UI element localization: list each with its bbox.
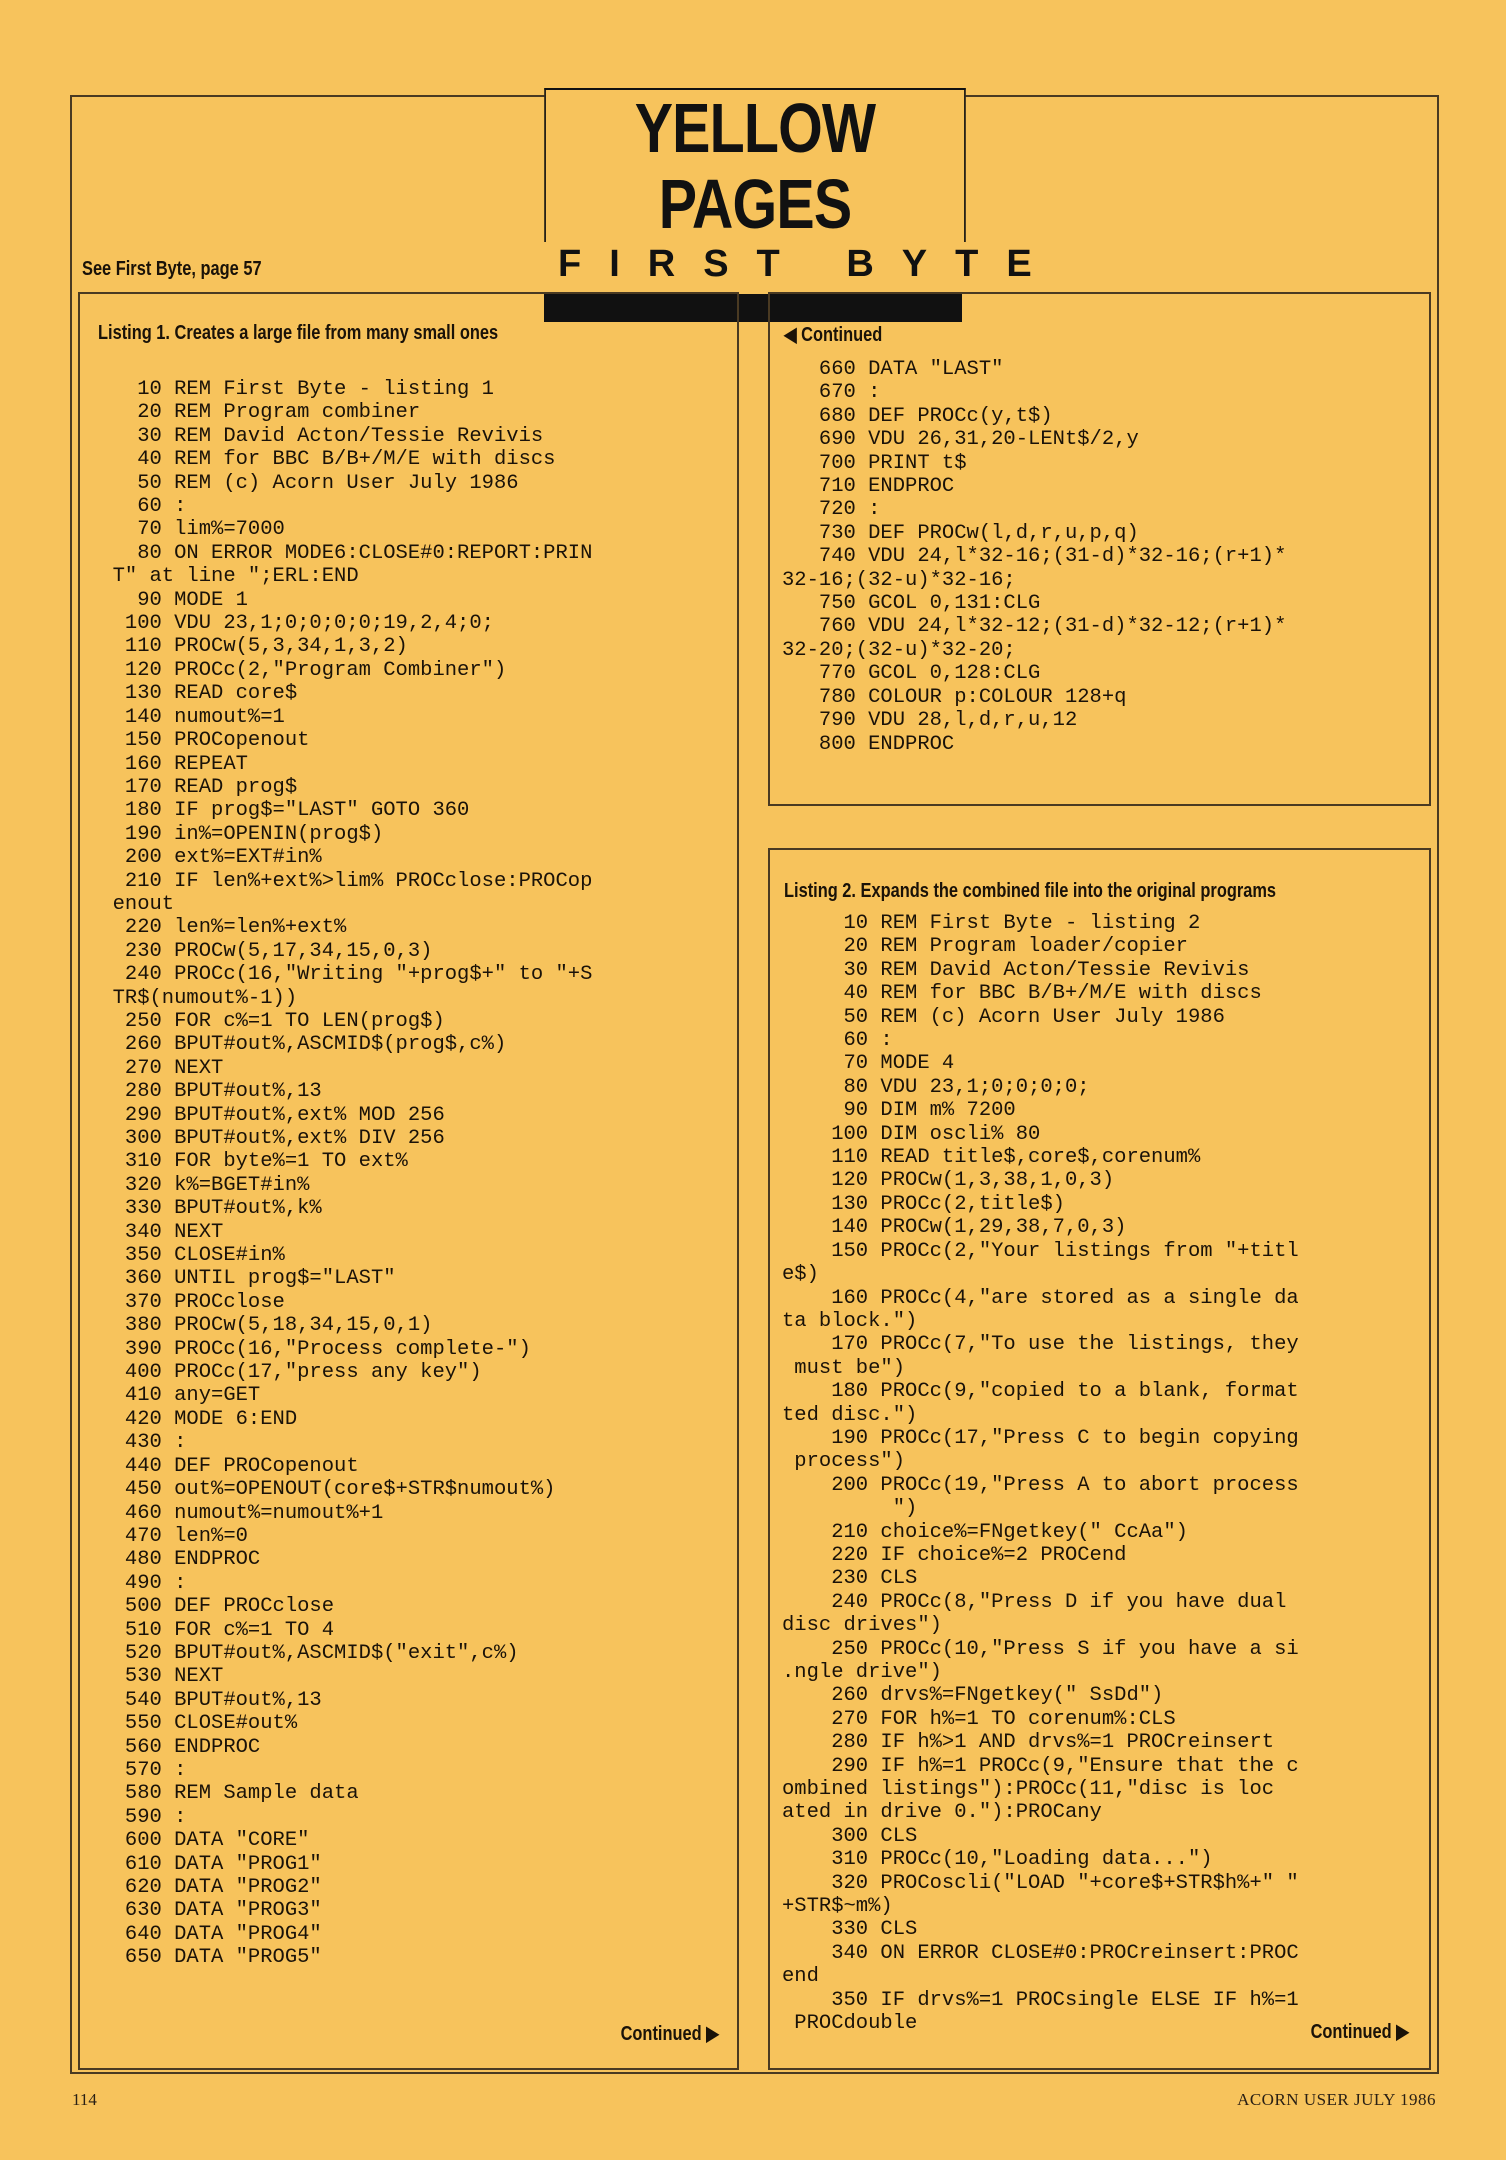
listing1-box: [78, 292, 739, 2070]
listing2-box: [768, 848, 1431, 2070]
page-number: 114: [72, 2090, 97, 2109]
listing1-continued-title: ◀ Continued: [784, 324, 883, 346]
listing2-code: 10 REM First Byte - listing 2 20 REM Program loader/copier 30 REM David Acton/Tessie Revivis 40 REM for BBC B/B+/M/E with discs 50 REM (c) Acorn User July 1986 60 : 70 MODE 4 80 VDU 23,1;0;0;0;0; 90 DIM m% 7200 100 DIM oscli% 80 110 READ title$,core$,corenum% 120 PROCw(1,3,38,1,0,3) 130 PROCc(2,title$) 140 PROCw(1,29,38,7,0,3) 150 PROCc(2,"Your listings from "+titl e$) 160 PROCc(4,"are stored as a single da ta block.") 170 PROCc(7,"To use the listings, they must be") 180 PROCc(9,"copied to a blank, format ted disc.") 190 PROCc(17,"Press C to begin copying process") 200 PROCc(19,"Press A to abort process ") 210 choice%=FNgetkey(" CcAa") 220 IF choice%=2 PROCend 230 CLS 240 PROCc(8,"Press D if you have dual disc drives") 250 PROCc(10,"Press S if you have a si .ngle drive") 260 drvs%=FNgetkey(" SsDd") 270 FOR h%=1 TO corenum%:CLS 280 IF h%>1 AND drvs%=1 PROCreinsert 290 IF h%=1 PROCc(9,"Ensure that the c ombined listings"):PROCc(11,"disc is loc ated in drive 0."):PROCany 300 CLS 310 PROCc(10,"Loading data...") 320 PROCoscli("LOAD "+core$+STR$h%+" " +STR$~m%) 330 CLS 340 ON ERROR CLOSE#0:PROCreinsert:PROC end 350 IF drvs%=1 PROCsingle ELSE IF h%=1 PROCdouble: [782, 912, 1299, 2036]
see-reference: See First Byte, page 57: [82, 258, 262, 280]
listing1-continued-box: [768, 292, 1431, 806]
listing1-title: Listing 1. Creates a large file from many small ones: [98, 322, 499, 344]
listing1-continued-code: 660 DATA "LAST" 670 : 680 DEF PROCc(y,t$) 690 VDU 26,31,20-LENt$/2,y 700 PRINT t$ 710 ENDPROC 720 : 730 DEF PROCw(l,d,r,u,p,q) 740 VDU 24,l*32-16;(31-d)*32-16;(r+1)* 32-16;(32-u)*32-16; 750 GCOL 0,131:CLG 760 VDU 24,l*32-12;(31-d)*32-12;(r+1)* 32-20;(32-u)*32-20; 770 GCOL 0,128:CLG 780 COLOUR p:COLOUR 128+q 790 VDU 28,l,d,r,u,12 800 ENDPROC: [782, 358, 1287, 756]
listing1-continued-label: Continued ▶: [620, 2023, 719, 2045]
masthead-subtitle: FIRST BYTE: [558, 243, 1060, 285]
listing2-title: Listing 2. Expands the combined file into the original programs: [784, 880, 1277, 902]
masthead: [544, 88, 1060, 322]
publication-footer: ACORN USER JULY 1986: [1237, 2090, 1436, 2109]
listing1-code: 10 REM First Byte - listing 1 20 REM Program combiner 30 REM David Acton/Tessie Revivis 40 REM for BBC B/B+/M/E with discs 50 REM (c) Acorn User July 1986 60 : 70 lim%=7000 80 ON ERROR MODE6:CLOSE#0:REPORT:PRIN T" at line ";ERL:END 90 MODE 1 100 VDU 23,1;0;0;0;0;19,2,4;0; 110 PROCw(5,3,34,1,3,2) 120 PROCc(2,"Program Combiner") 130 READ core$ 140 numout%=1 150 PROCopenout 160 REPEAT 170 READ prog$ 180 IF prog$="LAST" GOTO 360 190 in%=OPENIN(prog$) 200 ext%=EXT#in% 210 IF len%+ext%>lim% PROCclose:PROCop enout 220 len%=len%+ext% 230 PROCw(5,17,34,15,0,3) 240 PROCc(16,"Writing "+prog$+" to "+S TR$(numout%-1)) 250 FOR c%=1 TO LEN(prog$) 260 BPUT#out%,ASCMID$(prog$,c%) 270 NEXT 280 BPUT#out%,13 290 BPUT#out%,ext% MOD 256 300 BPUT#out%,ext% DIV 256 310 FOR byte%=1 TO ext% 320 k%=BGET#in% 330 BPUT#out%,k% 340 NEXT 350 CLOSE#in% 360 UNTIL prog$="LAST" 370 PROCclose 380 PROCw(5,18,34,15,0,1) 390 PROCc(16,"Process complete-") 400 PROCc(17,"press any key") 410 any=GET 420 MODE 6:END 430 : 440 DEF PROCopenout 450 out%=OPENOUT(core$+STR$numout%) 460 numout%=numout%+1 470 len%=0 480 ENDPROC 490 : 500 DEF PROCclose 510 FOR c%=1 TO 4 520 BPUT#out%,ASCMID$("exit",c%) 530 NEXT 540 BPUT#out%,13 550 CLOSE#out% 560 ENDPROC 570 : 580 REM Sample data 590 : 600 DATA "CORE" 610 DATA "PROG1" 620 DATA "PROG2" 630 DATA "PROG3" 640 DATA "PROG4" 650 DATA "PROG5": [112, 378, 593, 1970]
listing2-continued-label: Continued ▶: [1310, 2021, 1409, 2043]
masthead-title: YELLOW PAGES: [544, 88, 965, 242]
